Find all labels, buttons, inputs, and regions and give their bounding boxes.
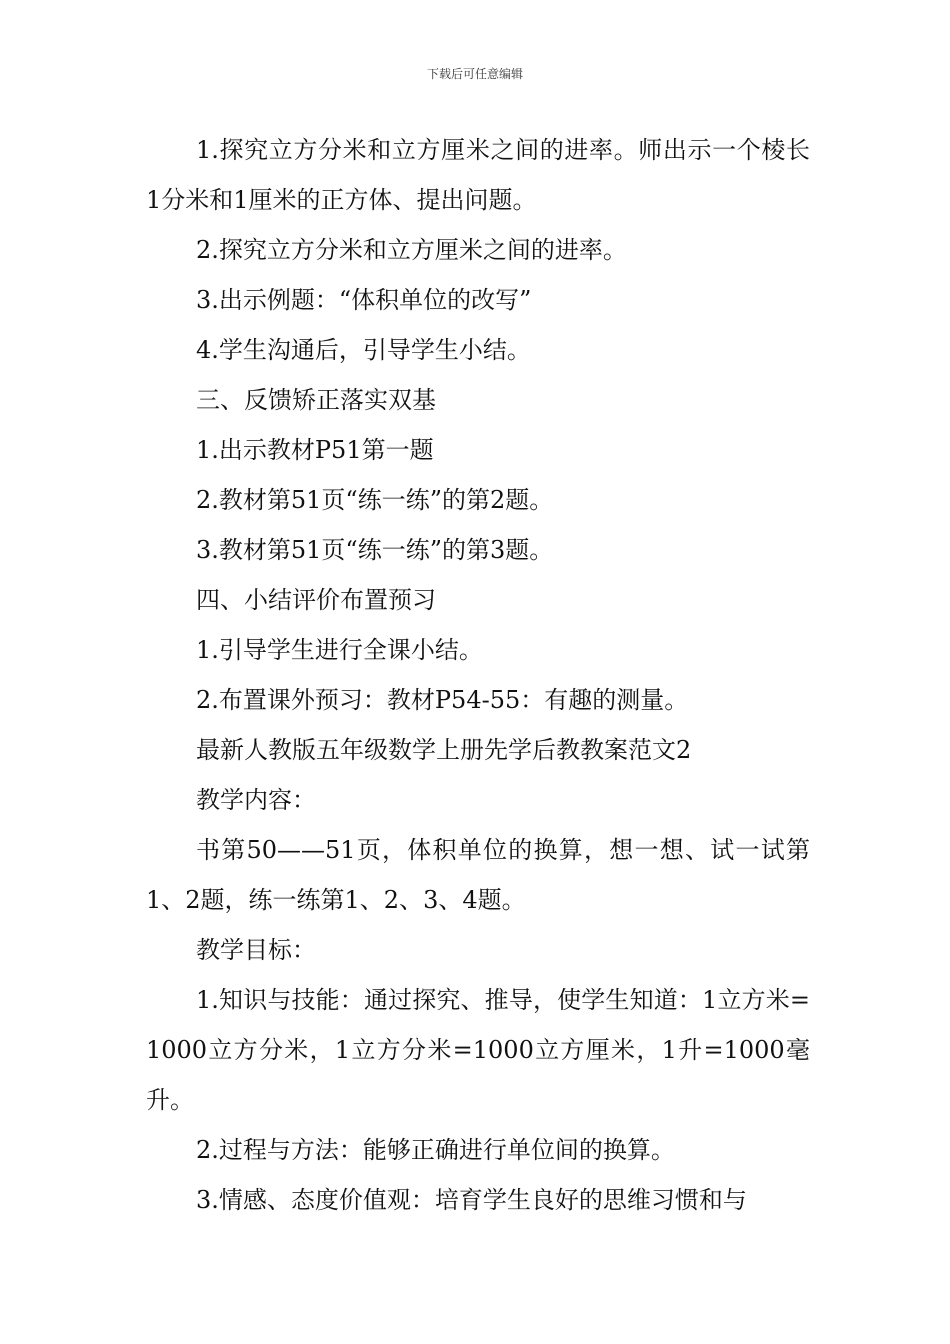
paragraph: 3.情感、态度价值观：培育学生良好的思维习惯和与 bbox=[196, 1186, 747, 1214]
paragraph: 3.教材第51页“练一练”的第3题。 bbox=[196, 536, 554, 564]
paragraph: 2.教材第51页“练一练”的第2题。 bbox=[196, 486, 554, 514]
section-heading: 四、小结评价布置预习 bbox=[196, 586, 436, 614]
section-heading: 教学目标： bbox=[196, 936, 316, 964]
paragraph: 2.过程与方法：能够正确进行单位间的换算。 bbox=[196, 1136, 675, 1164]
document-body bbox=[146, 125, 810, 1225]
page-header: 下载后可任意编辑 bbox=[426, 67, 523, 81]
paragraph: 3.出示例题：“体积单位的改写” bbox=[196, 286, 532, 314]
paragraph: 4.学生沟通后，引导学生小结。 bbox=[196, 336, 531, 364]
paragraph: 1.探究立方分米和立方厘米之间的进率。师出示一个棱长1分米和1厘米的正方体、提出问题。 bbox=[146, 136, 810, 214]
paragraph: 2.探究立方分米和立方厘米之间的进率。 bbox=[196, 236, 627, 264]
document-title: 最新人教版五年级数学上册先学后教教案范文2 bbox=[196, 736, 692, 764]
paragraph: 书第50——51页，体积单位的换算，想一想、试一试第1、2题，练一练第1、2、3、4题。 bbox=[146, 836, 810, 914]
paragraph: 1.知识与技能：通过探究、推导，使学生知道：1立方米=1000立方分米，1立方分米=1000立方厘米，1升=1000毫升。 bbox=[146, 986, 810, 1114]
section-heading: 三、反馈矫正落实双基 bbox=[196, 386, 436, 414]
paragraph: 1.出示教材P51第一题 bbox=[196, 436, 434, 464]
paragraph: 2.布置课外预习：教材P54-55：有趣的测量。 bbox=[196, 686, 689, 714]
paragraph: 1.引导学生进行全课小结。 bbox=[196, 636, 483, 664]
section-heading: 教学内容： bbox=[196, 786, 316, 814]
